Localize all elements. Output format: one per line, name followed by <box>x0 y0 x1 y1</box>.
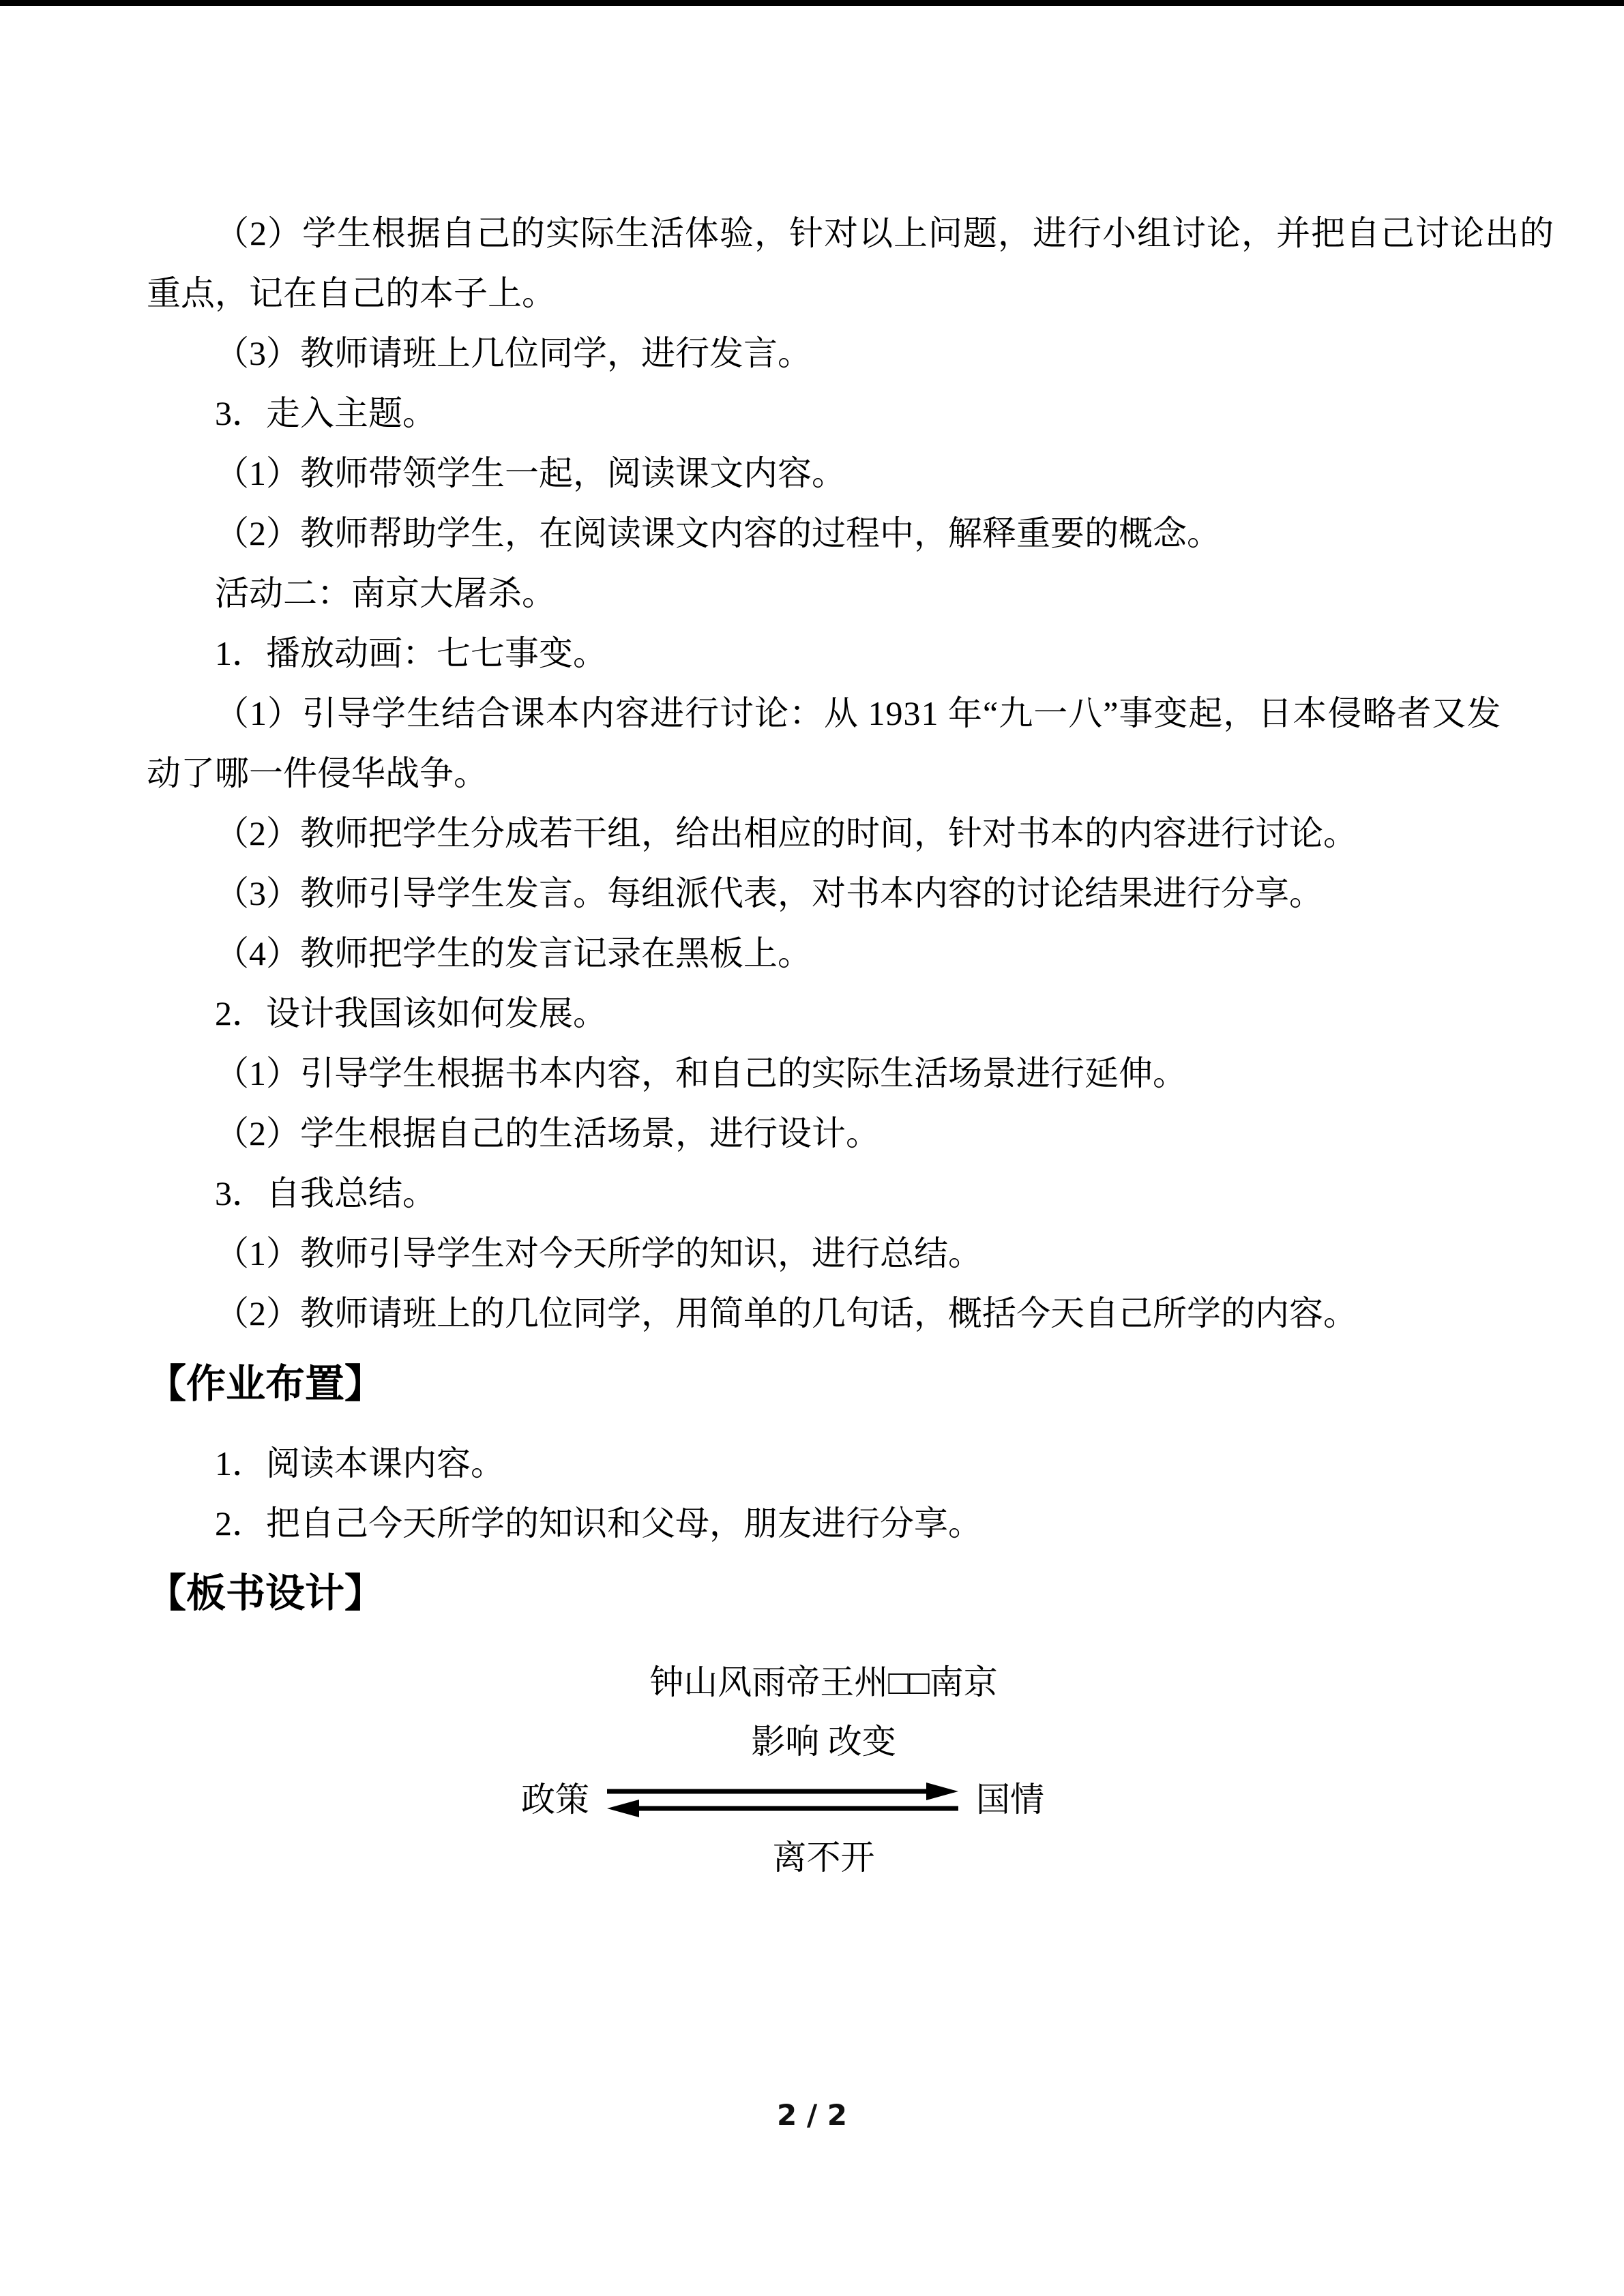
body-line: （2）教师请班上的几位同学，用简单的几句话，概括今天自己所学的内容。 <box>215 1294 1357 1332</box>
body-line: （2）学生根据自己的生活场景，进行设计。 <box>215 1114 880 1152</box>
body-line: 重点，记在自己的本子上。 <box>147 274 556 312</box>
body-line: （2）教师帮助学生，在阅读课文内容的过程中，解释重要的概念。 <box>215 514 1221 552</box>
board-bottom-line: 离不开 <box>772 1838 875 1877</box>
board-relation-line: 影响 改变 <box>751 1723 896 1761</box>
board-design-heading: 【板书设计】 <box>147 1571 385 1615</box>
body-line: （1）教师引导学生对今天所学的知识，进行总结。 <box>215 1234 982 1272</box>
board-title-line: 钟山风雨帝王州□□南京 <box>649 1663 998 1701</box>
body-line: 3．自我总结。 <box>215 1174 437 1212</box>
body-line: 1．播放动画：七七事变。 <box>215 634 607 672</box>
blackboard-design <box>147 1652 1501 1887</box>
document-body <box>147 0 1554 1887</box>
body-line: （4）教师把学生的发言记录在黑板上。 <box>215 934 812 972</box>
body-line: （3）教师请班上几位同学，进行发言。 <box>215 334 812 372</box>
homework-heading: 【作业布置】 <box>147 1362 385 1406</box>
board-right-node: 国情 <box>976 1780 1044 1819</box>
double-arrow-icon <box>607 1783 958 1818</box>
body-line: 活动二：南京大屠杀。 <box>215 574 556 612</box>
body-line: （2）学生根据自己的实际生活体验，针对以上问题，进行小组讨论，并把自己讨论出的 <box>215 214 1554 252</box>
board-left-node: 政策 <box>521 1780 589 1819</box>
body-line: （2）教师把学生分成若干组，给出相应的时间，针对书本的内容进行讨论。 <box>215 814 1357 852</box>
page-number: 2 / 2 <box>776 2098 848 2132</box>
board-diagram <box>106 1771 1460 1829</box>
homework-item: 2．把自己今天所学的知识和父母，朋友进行分享。 <box>215 1504 982 1542</box>
body-line: （1）教师带领学生一起，阅读课文内容。 <box>215 454 846 492</box>
body-line: （3）教师引导学生发言。每组派代表，对书本内容的讨论结果进行分享。 <box>215 874 1323 912</box>
body-line: （1）引导学生结合课本内容进行讨论：从 1931 年“九一八”事变起，日本侵略者又发 <box>215 694 1502 732</box>
homework-item: 1．阅读本课内容。 <box>215 1444 505 1482</box>
body-line: 2．设计我国该如何发展。 <box>215 994 607 1032</box>
body-line: 3．走入主题。 <box>215 394 437 432</box>
body-line: （1）引导学生根据书本内容，和自己的实际生活场景进行延伸。 <box>215 1054 1187 1092</box>
body-line: 动了哪一件侵华战争。 <box>147 754 488 792</box>
